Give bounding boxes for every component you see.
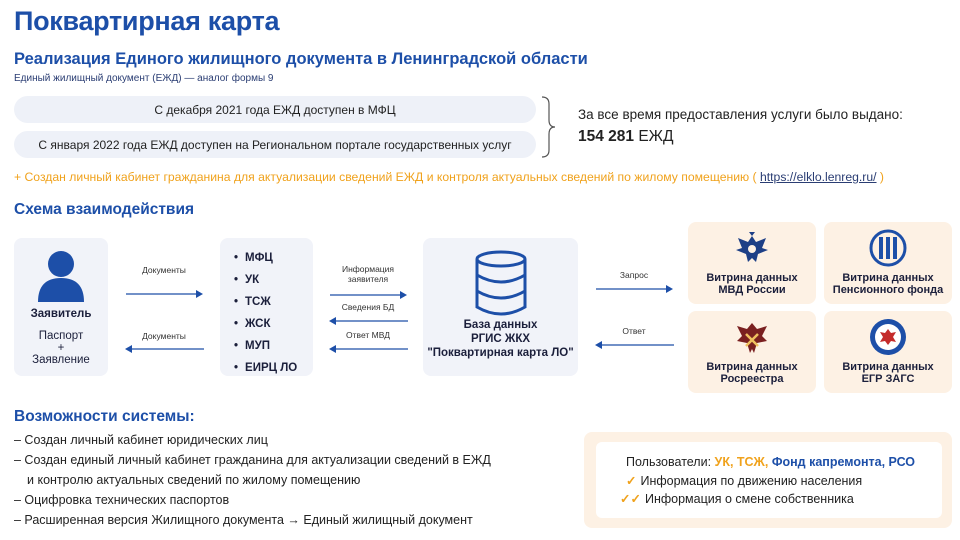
arrow-label-documents: Документы [142,265,186,275]
arrow-left-icon [124,343,204,355]
scheme-title: Схема взаимодействия [14,201,195,218]
showcase-label [688,272,816,296]
arrow-label-documents: Документы [142,331,186,341]
issued-count [578,128,674,146]
users-item [626,473,862,488]
cabinet-link[interactable]: https://elklo.lenreg.ru/ [760,170,877,184]
arrow-left-icon [594,339,674,351]
showcase-line: Витрина данных [706,272,798,284]
arrow-right-icon [126,288,204,300]
organizations-card [220,238,313,376]
pension-fund-logo-icon [868,228,908,268]
showcase-line: Пенсионного фонда [832,284,944,296]
arrow-right-icon [596,283,674,295]
features-title: Возможности системы: [14,408,195,425]
page-note: Единый жилищный документ (ЕЖД) — аналог формы 9 [14,73,274,84]
database-line: РГИС ЖКХ [470,333,531,345]
users-orange: УК, ТСЖ, [714,455,769,469]
showcase-zags [824,311,952,393]
check-icon: ✓ [626,474,637,488]
org-item: • ЖСК [234,313,297,335]
showcase-line: Витрина данных [706,361,798,373]
page-subtitle: Реализация Единого жилищного документа в Ленинградской области [14,50,588,68]
database-card [423,238,578,376]
org-item: • ЕИРЦ ЛО [234,357,297,379]
double-check-icon: ✓✓ [620,492,641,506]
curly-brace [540,96,556,158]
org-item: • ТСЖ [234,291,297,313]
cabinet-note-tail: ) [876,170,884,184]
showcase-line: Росреестра [720,373,784,385]
rosreestr-emblem-icon [732,317,772,357]
database-label [423,318,578,360]
org-item: • УК [234,269,297,291]
database-icon [474,250,528,316]
issued-unit: ЕЖД [634,128,674,145]
eagle-emblem-icon [732,228,772,268]
applicant-doc-line: Заявление [32,354,90,366]
organizations-list [234,247,297,379]
users-item-text: Информация о смене собственника [644,492,854,506]
database-line: "Поквартирная карта ЛО" [427,347,574,359]
users-panel-inner [596,442,942,518]
arrow-right-icon [330,289,408,301]
showcase-rosreestr [688,311,816,393]
arrow-left-icon [328,315,408,327]
page-title: Поквартирная карта [14,6,280,36]
tax-service-emblem-icon [868,317,908,357]
showcase-line: ЕГР ЗАГС [861,373,915,385]
users-item [620,491,854,506]
issued-label: За все время предоставления услуги было выдано: [578,107,903,122]
arrow-label-answer: Ответ [622,326,646,336]
feature-item: – Оцифровка технических паспортов [14,493,230,507]
feature-item: – Создан личный кабинет юридических лиц [14,433,268,447]
showcase-line: Витрина данных [842,272,934,284]
arrow-label-info [330,264,406,284]
showcase-label [688,361,816,385]
person-icon [36,250,86,302]
arrow-label-line: заявителя [347,274,389,284]
users-prefix: Пользователи: [626,455,715,469]
org-item: • МФЦ [234,247,297,269]
applicant-doc-line: + [57,342,65,354]
applicant-card [14,238,108,376]
users-blue: Фонд капремонта, РСО [768,455,916,469]
availability-portal: С января 2022 года ЕЖД доступен на Региональном портале государственных услуг [14,131,536,158]
users-item-text: Информация по движению населения [640,474,863,488]
arrow-label-request: Запрос [619,270,649,280]
arrow-label-line: Информация [341,264,395,274]
applicant-docs [14,330,108,366]
arrow-label-mvd-answer: Ответ МВД [346,330,390,340]
feature-item: и контролю актуальных сведений по жилому помещению [27,473,361,487]
arrow-label-db-info: Сведения БД [341,302,395,312]
org-item: • МУП [234,335,297,357]
cabinet-note [14,170,884,184]
showcase-label [824,361,952,385]
showcase-line: МВД России [718,284,786,296]
applicant-doc-line: Паспорт [38,330,84,342]
showcase-line: Витрина данных [842,361,934,373]
availability-mfc: С декабря 2021 года ЕЖД доступен в МФЦ [14,96,536,123]
showcase-label [824,272,952,296]
feature-item: – Расширенная версия Жилищного документа → Единый жилищный документ [14,513,473,527]
issued-number: 154 281 [578,128,635,145]
showcase-mvd [688,222,816,304]
arrow-left-icon [328,343,408,355]
database-line: База данных [463,319,538,331]
cabinet-note-text: + Создан личный кабинет гражданина для актуализации сведений ЕЖД и контроля актуальных сведений по жилому помещению ( [14,170,760,184]
users-panel [584,432,952,528]
feature-item: – Создан единый личный кабинет гражданина для актуализации сведений в ЕЖД [14,453,491,467]
users-line [626,455,915,469]
showcase-pension-fund [824,222,952,304]
applicant-name: Заявитель [30,308,92,320]
features-list [14,430,491,530]
